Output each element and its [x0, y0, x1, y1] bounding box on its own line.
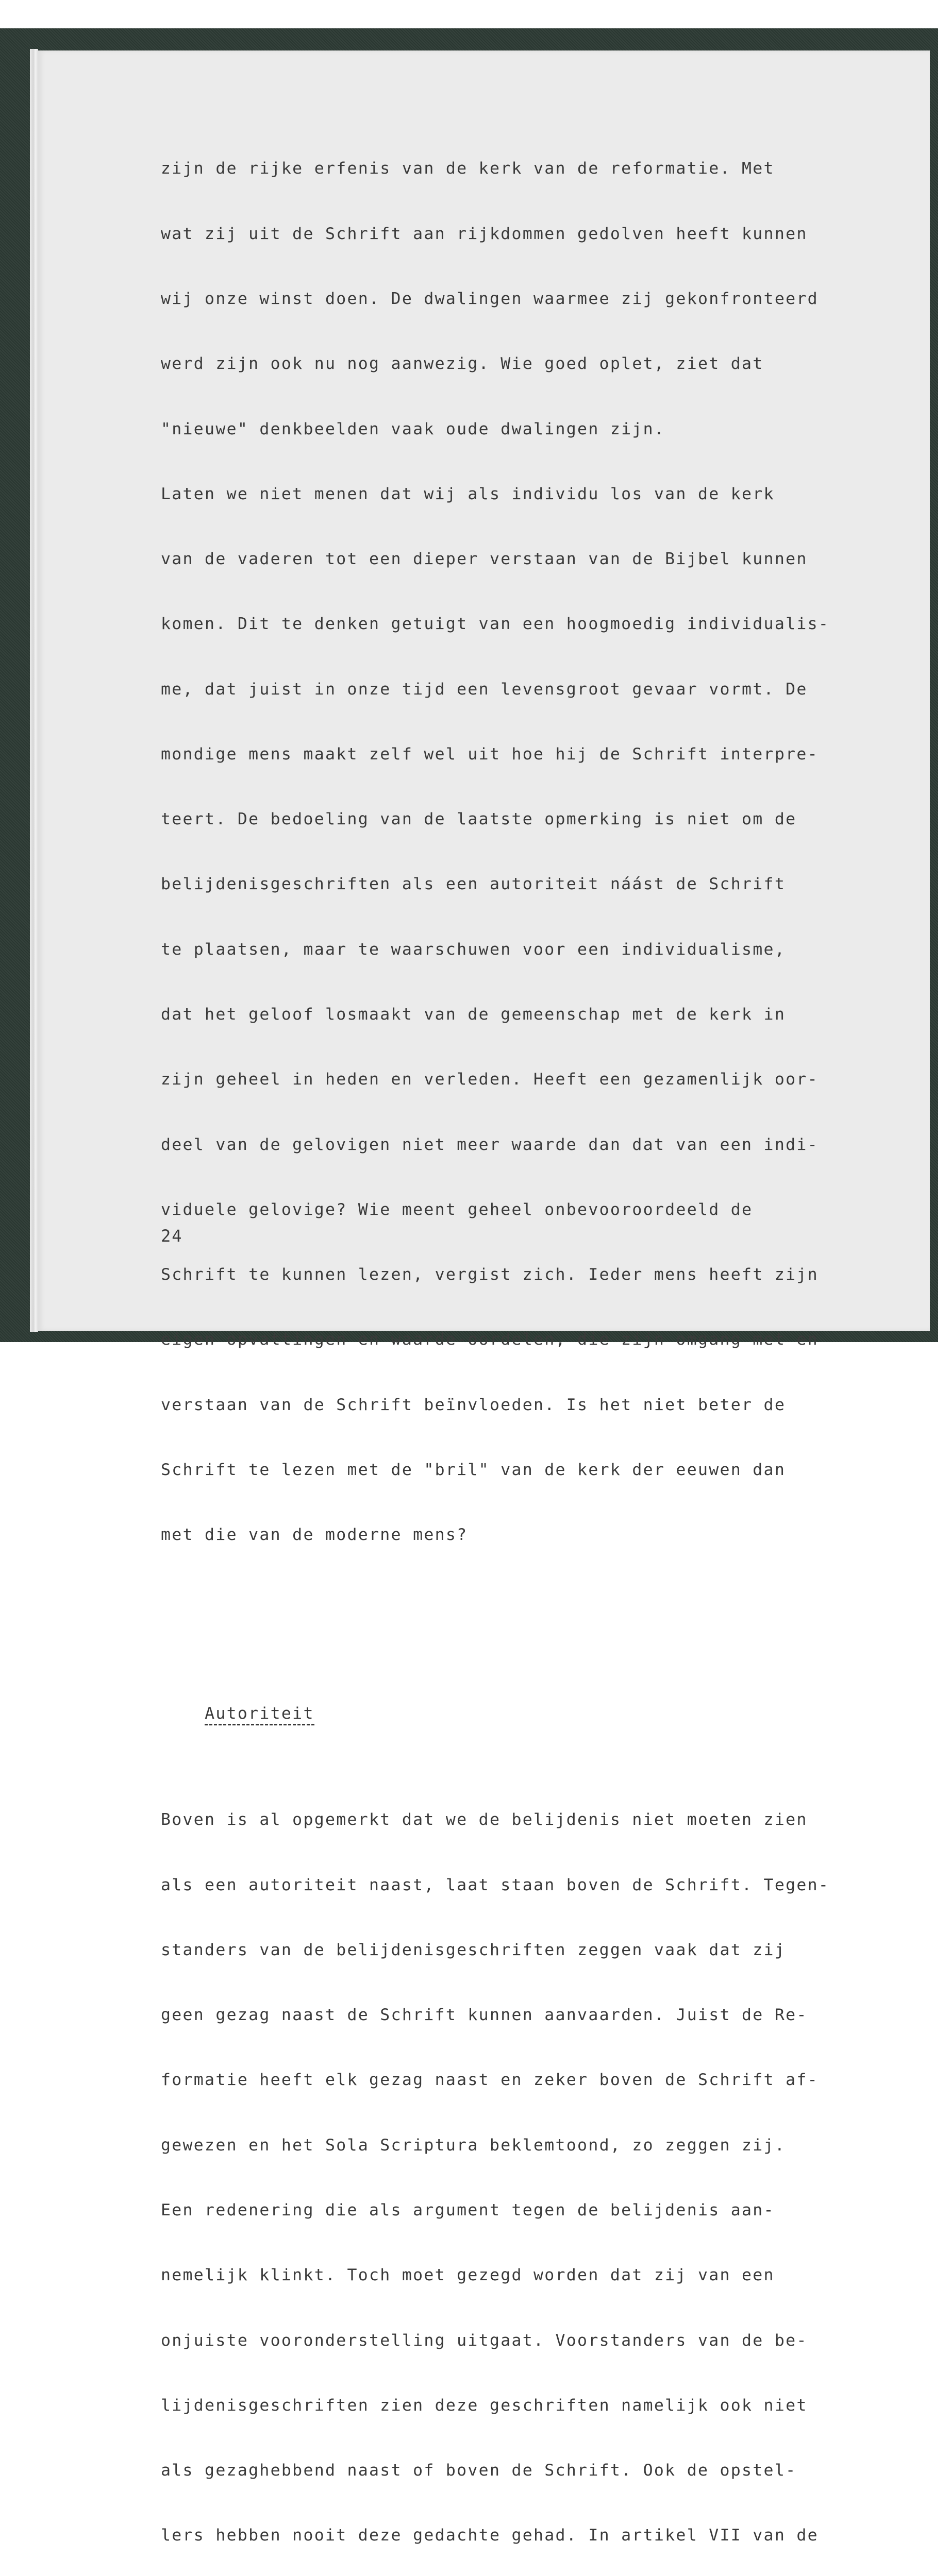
text-line: me, dat juist in onze tijd een levensgroot gevaar vormt. De — [161, 680, 808, 699]
text-line: lers hebben nooit deze gedachte gehad. In artikel VII van de — [161, 2526, 819, 2545]
text-line: Schrift te lezen met de "bril" van de kerk der eeuwen dan — [161, 1461, 786, 1479]
text-line: "nieuwe" denkbeelden vaak oude dwalingen zijn. — [161, 419, 665, 438]
text-line: teert. De bedoeling van de laatste opmerking is niet om de — [161, 810, 797, 829]
text-line: deel van de gelovigen niet meer waarde dan dat van een indi- — [161, 1135, 819, 1154]
text-line: zijn geheel in heden en verleden. Heeft een gezamenlijk oor- — [161, 1070, 819, 1089]
text-line: wij onze winst doen. De dwalingen waarmee zij gekonfronteerd — [161, 289, 819, 308]
text-line: wat zij uit de Schrift aan rijkdommen gedolven heeft kunnen — [161, 224, 808, 243]
text-line: belijdenisgeschriften als een autoriteit náást de Schrift — [161, 875, 786, 894]
text-line: viduele gelovige? Wie meent geheel onbevooroordeeld de — [161, 1200, 753, 1219]
text-line: standers van de belijdenisgeschriften zeggen vaak dat zij — [161, 1940, 786, 1959]
paragraph-continued — [161, 114, 872, 1589]
text-line: Schrift te kunnen lezen, vergist zich. Ieder mens heeft zijn — [161, 1265, 819, 1284]
section-heading-text: Autoriteit — [205, 1704, 314, 1725]
text-line: zijn de rijke erfenis van de kerk van de reformatie. Met — [161, 159, 775, 178]
paragraph-autoriteit — [161, 1766, 872, 2576]
page-number: 24 — [161, 1226, 183, 1246]
text-line: als een autoriteit naast, laat staan boven de Schrift. Tegen- — [161, 1875, 830, 1894]
text-line: verstaan van de Schrift beïnvloeden. Is het niet beter de — [161, 1395, 786, 1414]
text-line: Boven is al opgemerkt dat we de belijdenis niet moeten zien — [161, 1810, 808, 1829]
page-text — [161, 71, 872, 2576]
page-edge — [30, 49, 38, 1332]
text-line: dat het geloof losmaakt van de gemeenschap met de kerk in — [161, 1005, 786, 1024]
section-heading — [161, 1675, 872, 1723]
text-line: onjuiste vooronderstelling uitgaat. Voorstanders van de be- — [161, 2331, 808, 2350]
text-line: te plaatsen, maar te waarschuwen voor een individualisme, — [161, 940, 786, 959]
text-line: mondige mens maakt zelf wel uit hoe hij de Schrift interpre- — [161, 744, 819, 764]
text-line: gewezen en het Sola Scriptura beklemtoond, zo zeggen zij. — [161, 2136, 786, 2155]
text-line: Een redenering die als argument tegen de belijdenis aan- — [161, 2201, 775, 2219]
text-line: nemelijk klinkt. Toch moet gezegd worden dat zij van een — [161, 2266, 775, 2285]
text-line: lijdenisgeschriften zien deze geschriften namelijk ook niet — [161, 2396, 808, 2415]
text-line: werd zijn ook nu nog aanwezig. Wie goed oplet, ziet dat — [161, 354, 764, 374]
text-line: Laten we niet menen dat wij als individu los van de kerk — [161, 484, 775, 503]
text-line: met die van de moderne mens? — [161, 1526, 468, 1545]
text-line: komen. Dit te denken getuigt van een hoogmoedig individualis- — [161, 615, 830, 634]
text-line: als gezaghebbend naast of boven de Schrift. Ook de opstel- — [161, 2461, 797, 2480]
text-line: eigen opvattingen en waarde-oordelen, die zijn omgang met en — [161, 1330, 819, 1349]
text-line: geen gezag naast de Schrift kunnen aanvaarden. Juist de Re- — [161, 2006, 808, 2025]
text-line: van de vaderen tot een dieper verstaan van de Bijbel kunnen — [161, 550, 808, 569]
text-line: formatie heeft elk gezag naast en zeker boven de Schrift af- — [161, 2071, 819, 2090]
